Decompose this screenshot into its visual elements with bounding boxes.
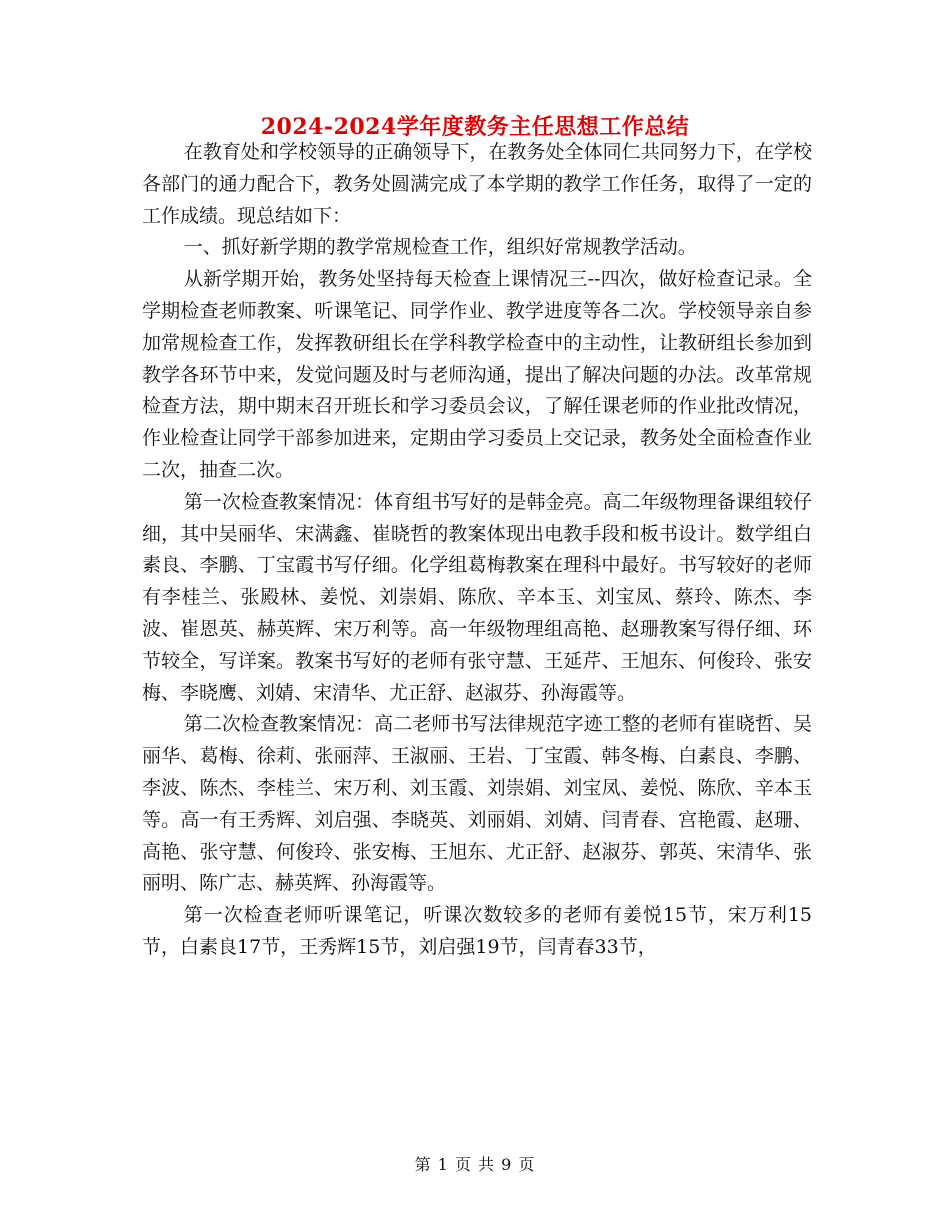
paragraph-section-heading: 一、抓好新学期的教学常规检查工作，组织好常规教学活动。	[183, 236, 697, 259]
document-title: 2024-2024学年度教务主任思想工作总结	[260, 114, 690, 140]
paragraph-lecture-notes-check: 第一次检查老师听课笔记，听课次数较多的老师有姜悦15节，宋万利15节，白素良17节，王秀辉15节，刘启强19节，闫青春33节，	[142, 904, 812, 958]
paragraph-first-lesson-plan-check: 第一次检查教案情况：体育组书写好的是韩金亮。高二年级物理备课组较仔细，其中吴丽华、宋满鑫、崔晓哲的教案体现出电教手段和板书设计。数学组白素良、李鹏、丁宝霞书写仔细。化学组葛梅教案在理科中最好。书写较好的老师有李桂兰、张殿林、姜悦、刘崇娟、陈欣、辛本玉、刘宝凤、蔡玲、陈杰、李波、崔恩英、赫英辉、宋万利等。高一年级物理组高艳、赵珊教案写得仔细、环节较全，写详案。教案书写好的老师有张守慧、王延芹、王旭东、何俊玲、张安梅、李晓鹰、刘婧、宋清华、尤正舒、赵淑芬、孙海霞等。	[142, 490, 812, 704]
paragraph-second-lesson-plan-check: 第二次检查教案情况：高二老师书写法律规范字迹工整的老师有崔晓哲、吴丽华、葛梅、徐莉、张丽萍、王淑丽、王岩、丁宝霞、韩冬梅、白素良、李鹏、李波、陈杰、李桂兰、宋万利、刘玉霞、刘崇娟、刘宝凤、姜悦、陈欣、辛本玉等。高一有王秀辉、刘启强、李晓英、刘丽娟、刘婧、闫青春、宫艳霞、赵珊、高艳、张守慧、何俊玲、张安梅、王旭东、尤正舒、赵淑芬、郭英、宋清华、张丽明、陈广志、赫英辉、孙海霞等。	[142, 713, 812, 895]
page-footer: 第 1 页 共 9 页	[414, 1155, 536, 1174]
document-body	[142, 137, 812, 964]
paragraph-routine-check: 从新学期开始，教务处坚持每天检查上课情况三--四次，做好检查记录。全学期检查老师教案、听课笔记、同学作业、教学进度等各二次。学校领导亲自参加常规检查工作，发挥教研组长在学科教学检查中的主动性，让教研组长参加到教学各环节中来，发觉问题及时与老师沟通，提出了解决问题的办法。改革常规检查方法，期中期末召开班长和学习委员会议，了解任课老师的作业批改情况，作业检查让同学干部参加进来，定期由学习委员上交记录，教务处全面检查作业二次，抽查二次。	[142, 268, 812, 481]
paragraph-intro: 在教育处和学校领导的正确领导下，在教务处全体同仁共同努力下，在学校各部门的通力配合下，教务处圆满完成了本学期的教学工作任务，取得了一定的工作成绩。现总结如下：	[142, 141, 812, 227]
